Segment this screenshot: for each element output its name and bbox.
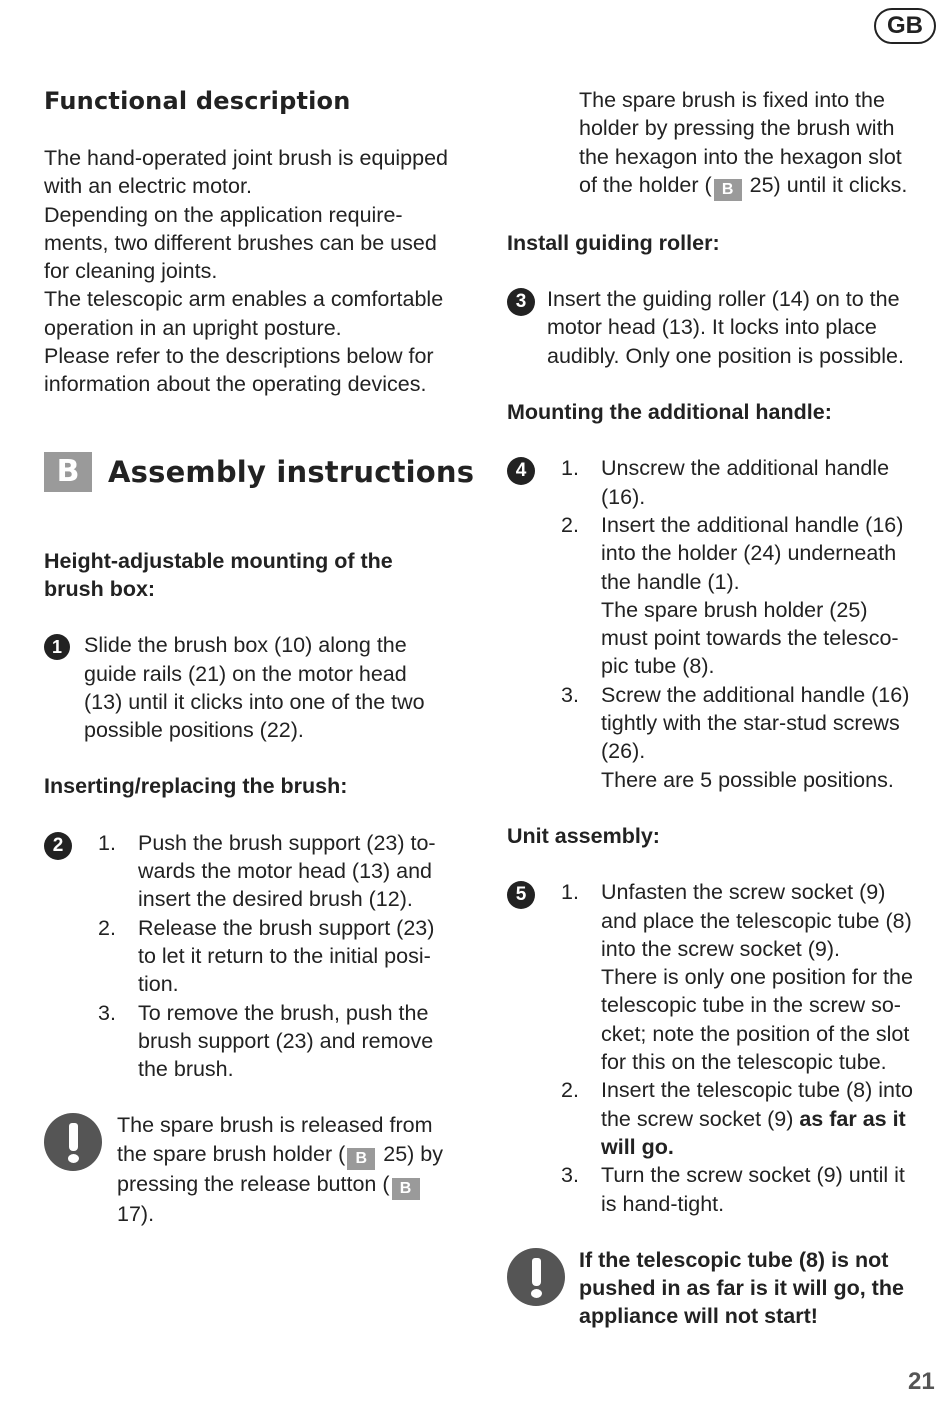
- item-number: 2.: [561, 1078, 579, 1103]
- step-number-badge: 4: [507, 457, 535, 485]
- text-line: the handle (1).: [601, 569, 740, 594]
- text-line: telescopic tube in the screw so-: [601, 993, 901, 1018]
- text-line: operation in an upright posture.: [44, 315, 342, 340]
- step-1: [44, 631, 484, 744]
- text-line: audibly. Only one position is possible.: [547, 343, 904, 368]
- item-number: 2.: [561, 512, 579, 537]
- text-line: Slide the brush box (10) along the: [84, 633, 407, 658]
- text-line: Push the brush support (23) to-: [138, 830, 436, 855]
- list-item: [561, 511, 942, 681]
- text-line: guide rails (21) on the motor head: [84, 661, 407, 686]
- text-line: (26).: [601, 739, 646, 764]
- text-line: The telescopic arm enables a comfortable: [44, 287, 444, 312]
- text-line: Insert the telescopic tube (8) into: [601, 1078, 913, 1103]
- text-part: 25) until it clicks.: [743, 172, 908, 197]
- right-column: [507, 86, 942, 1331]
- text-part: the spare brush holder (: [117, 1141, 346, 1166]
- text-part: of the holder (: [579, 172, 712, 197]
- step-number-badge: 5: [507, 881, 535, 909]
- step-text: [84, 631, 484, 744]
- item-text: [601, 454, 942, 511]
- item-number: 3.: [561, 1163, 579, 1188]
- text-line: Unfasten the screw socket (9): [601, 880, 886, 905]
- text-line: into the holder (24) underneath: [601, 541, 897, 566]
- text-line: [117, 1140, 443, 1170]
- text-line: The hand-operated joint brush is equipped: [44, 146, 449, 170]
- step-number-badge: 1: [44, 634, 70, 660]
- heading-line: brush box:: [44, 576, 156, 601]
- text-line: If the telescopic tube (8) is not: [579, 1247, 889, 1272]
- step-2: [44, 829, 484, 1084]
- text-line: brush support (23) and remove: [138, 1028, 434, 1053]
- item-number: 1.: [98, 830, 116, 855]
- text-line: (16).: [601, 484, 646, 509]
- text-line: Screw the additional handle (16): [601, 682, 910, 707]
- list-item: [561, 878, 942, 1076]
- item-number: 2.: [98, 915, 116, 940]
- item-number: 1.: [561, 456, 579, 481]
- list-item: [561, 1076, 942, 1161]
- language-badge: GB: [874, 8, 936, 44]
- list-item: [561, 454, 942, 511]
- functional-description-text: [44, 144, 484, 399]
- text-line: pushed in as far is it will go, the: [579, 1276, 904, 1301]
- functional-description-heading: Functional description: [44, 87, 351, 115]
- text-line: is hand-tight.: [601, 1191, 725, 1216]
- text-part: pressing the release button (: [117, 1171, 390, 1196]
- item-text: [138, 829, 484, 914]
- text-line: Please refer to the descriptions below for: [44, 344, 434, 369]
- exclamation-icon: [44, 1113, 102, 1171]
- figure-b-ref: B: [714, 179, 742, 201]
- item-text: [601, 878, 942, 1076]
- list-item: [561, 1161, 942, 1218]
- item-text: [601, 511, 942, 681]
- text-line: There are 5 possible positions.: [601, 767, 894, 792]
- item-text: [601, 1076, 942, 1161]
- heading-line: Height-adjustable mounting of the: [44, 548, 393, 573]
- guiding-roller-heading: Install guiding roller:: [507, 230, 720, 255]
- text-line: to let it return to the initial posi-: [138, 943, 431, 968]
- figure-b-ref: B: [392, 1178, 420, 1200]
- figure-b-ref: B: [347, 1148, 375, 1170]
- step-list: [561, 878, 942, 1218]
- step-number-badge: 3: [507, 288, 535, 316]
- emphasis-text: will go.: [601, 1134, 674, 1159]
- text-line: The spare brush holder (25): [601, 597, 868, 622]
- text-line: The spare brush is released from: [117, 1113, 433, 1138]
- step-3: [507, 285, 942, 370]
- spare-brush-note: [44, 1111, 484, 1228]
- step-text: [547, 285, 942, 370]
- step-list: [561, 454, 942, 794]
- text-line: (13) until it clicks into one of the two: [84, 689, 425, 714]
- text-line: Insert the guiding roller (14) on to the: [547, 287, 900, 312]
- text-line: Unscrew the additional handle: [601, 456, 890, 481]
- text-line: the brush.: [138, 1057, 234, 1082]
- figure-b-label: B: [44, 452, 92, 492]
- text-line: into the screw socket (9).: [601, 936, 840, 961]
- text-line: insert the desired brush (12).: [138, 887, 413, 912]
- telescopic-tube-warning: [507, 1246, 942, 1331]
- text-line: appliance will not start!: [579, 1304, 818, 1329]
- item-number: 3.: [561, 682, 579, 707]
- list-item: [98, 829, 484, 914]
- item-text: [138, 999, 484, 1084]
- left-column: [44, 86, 484, 1228]
- inserting-brush-heading: Inserting/replacing the brush:: [44, 774, 348, 799]
- step-4: [507, 454, 942, 794]
- text-line: Insert the additional handle (16): [601, 512, 904, 537]
- step-number-badge: 2: [44, 832, 72, 860]
- step-list: [98, 829, 484, 1084]
- text-line: To remove the brush, push the: [138, 1000, 429, 1025]
- text-line: [579, 171, 942, 201]
- text-line: 17).: [117, 1201, 155, 1226]
- unit-assembly-heading: Unit assembly:: [507, 823, 660, 848]
- text-line: and place the telescopic tube (8): [601, 908, 912, 933]
- item-text: [138, 914, 484, 999]
- spare-brush-fixing-text: [507, 86, 942, 201]
- text-line: The spare brush is fixed into the: [579, 88, 885, 112]
- text-line: holder by pressing the brush with: [579, 116, 895, 141]
- text-line: pic tube (8).: [601, 654, 715, 679]
- text-line: must point towards the telesco-: [601, 626, 899, 651]
- text-line: information about the operating devices.: [44, 372, 427, 397]
- exclamation-icon: [507, 1248, 565, 1306]
- text-part: the screw socket (9): [601, 1106, 800, 1131]
- item-text: [601, 681, 942, 794]
- assembly-instructions-header: [44, 452, 484, 492]
- text-line: the hexagon into the hexagon slot: [579, 144, 902, 169]
- text-line: wards the motor head (13) and: [138, 859, 432, 884]
- height-adjustable-heading: [44, 547, 484, 604]
- page-number: 21: [908, 1368, 935, 1395]
- item-number: 3.: [98, 1000, 116, 1025]
- text-line: cket; note the position of the slot: [601, 1021, 910, 1046]
- additional-handle-heading: Mounting the additional handle:: [507, 400, 832, 425]
- text-line: Turn the screw socket (9) until it: [601, 1163, 905, 1188]
- list-item: [98, 999, 484, 1084]
- step-5: [507, 878, 942, 1218]
- text-line: ments, two different brushes can be used: [44, 230, 437, 255]
- emphasis-text: as far as it: [799, 1106, 906, 1131]
- warning-text: [579, 1246, 904, 1331]
- item-text: [601, 1161, 942, 1218]
- item-number: 1.: [561, 880, 579, 905]
- note-text: [117, 1111, 443, 1228]
- text-line: for cleaning joints.: [44, 259, 218, 284]
- text-line: tightly with the star-stud screws: [601, 711, 900, 736]
- text-line: Depending on the application require-: [44, 202, 403, 227]
- text-part: 25) by: [377, 1141, 444, 1166]
- text-line: tion.: [138, 972, 179, 997]
- text-line: There is only one position for the: [601, 965, 913, 990]
- text-line: Release the brush support (23): [138, 915, 435, 940]
- assembly-instructions-heading: Assembly instructions: [108, 454, 475, 489]
- text-line: with an electric motor.: [44, 174, 252, 199]
- text-line: [117, 1170, 443, 1200]
- text-line: possible positions (22).: [84, 718, 304, 743]
- text-line: for this on the telescopic tube.: [601, 1050, 887, 1075]
- text-line: motor head (13). It locks into place: [547, 315, 877, 340]
- list-item: [98, 914, 484, 999]
- list-item: [561, 681, 942, 794]
